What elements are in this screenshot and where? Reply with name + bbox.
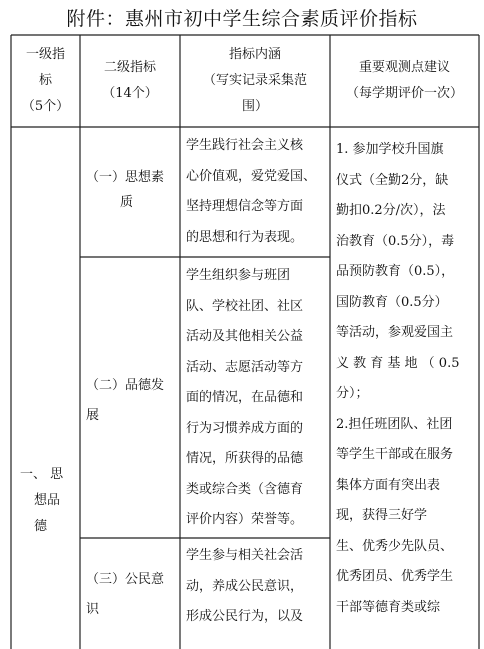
observation-line: 勤扣0.2分/次），法 (336, 203, 446, 218)
observation-line: 等学生干部或在服务 (336, 447, 454, 462)
level1-line: 德 (34, 519, 48, 534)
level2-name-line: （三）公民意 (86, 572, 165, 587)
level1-line: 想品 (34, 493, 61, 508)
observation-line: 生、优秀少先队员、 (336, 538, 454, 554)
observation-line: 1. 参加学校升国旗 (336, 142, 444, 157)
header-level1-line: 一级指 (25, 47, 65, 62)
observation-line: 现，获得三好学 (336, 508, 428, 523)
observation-line: 优秀团员、优秀学生 (336, 569, 454, 584)
observation-line: 国防教育（0.5分） (336, 294, 448, 310)
level2-name (86, 371, 180, 431)
description-line: 活动及其他相关公益 (186, 329, 304, 344)
header-content-line: 围） (241, 99, 268, 114)
level2-name (86, 565, 180, 625)
observation-line: 等活动，参观爱国主 (336, 325, 454, 340)
description-line: 情况，所获得的品德 (186, 451, 304, 466)
observation-line: 集体方面有突出表 (336, 477, 441, 493)
description-line: 评价内容）荣誉等。 (186, 512, 304, 527)
document-title: 附件：惠州市初中学生综合素质评价指标 (66, 8, 418, 30)
indicator-description (186, 131, 328, 253)
level1-line: 一、 思 (20, 467, 64, 482)
header-level1 (11, 35, 80, 127)
level1-indicator (14, 462, 80, 540)
description-line: 活动、志愿活动等方 (186, 359, 304, 375)
level2-name-line: （二）品德发 (86, 378, 165, 393)
header-level2-line: 二级指标 (103, 60, 156, 75)
description-line: 坚持理想信念等方面 (186, 199, 304, 214)
description-line: 学生组织参与班团 (186, 268, 291, 283)
observation-points (336, 135, 478, 623)
description-line: 行为习惯养成方面的 (186, 420, 304, 436)
observation-line: 治教育（0.5分），毒 (336, 233, 455, 249)
level2-name-line: （一）思想素 (86, 170, 165, 185)
observation-line: 品预防教育（0.5）， (336, 264, 455, 279)
description-line: 面的情况，在品德和 (186, 390, 304, 405)
observation-line: 分）； (336, 386, 369, 401)
description-line: 的思想和行为表现。 (186, 229, 304, 245)
indicator-description (186, 261, 328, 536)
observation-line: 干部等德育类或综 (336, 599, 441, 615)
observation-line: 2.担任班团队、社团 (336, 416, 453, 432)
description-line: 队、学校社团、社区 (186, 298, 304, 314)
header-content-line: 指标内涵 (228, 47, 281, 62)
description-line: 类或综合类（含德育 (186, 481, 304, 497)
description-line: 心价值观，爱党爱国、 (186, 168, 317, 184)
level2-name-line: 展 (86, 408, 100, 423)
header-content-line: （写实记录采集范 (202, 73, 307, 88)
header-observe-line: 重要观测点建议 (358, 60, 450, 75)
header-level1-line: 标 (38, 73, 52, 88)
header-level1-line: （5个） (21, 99, 70, 114)
level2-name (86, 165, 180, 215)
observation-line: 仪式（全勤2分，缺 (336, 172, 449, 188)
description-line: 学生践行社会主义核 (186, 138, 304, 153)
description-line: 形成公民行为，以及 (186, 609, 304, 624)
header-observe-line: （每学期评价一次） (345, 86, 463, 101)
level2-name-line: 质 (120, 195, 134, 210)
description-line: 学生参与相关社会活 (186, 548, 304, 563)
header-observe (330, 35, 479, 127)
description-line: 动，养成公民意识， (186, 578, 304, 594)
header-level2 (80, 35, 180, 127)
header-level2-line: （14个） (102, 86, 158, 101)
indicator-description (186, 541, 328, 633)
header-content (180, 35, 330, 127)
observation-line: 义 教 育 基 地 （ 0.5 (336, 355, 460, 371)
level2-name-line: 识 (86, 602, 100, 617)
